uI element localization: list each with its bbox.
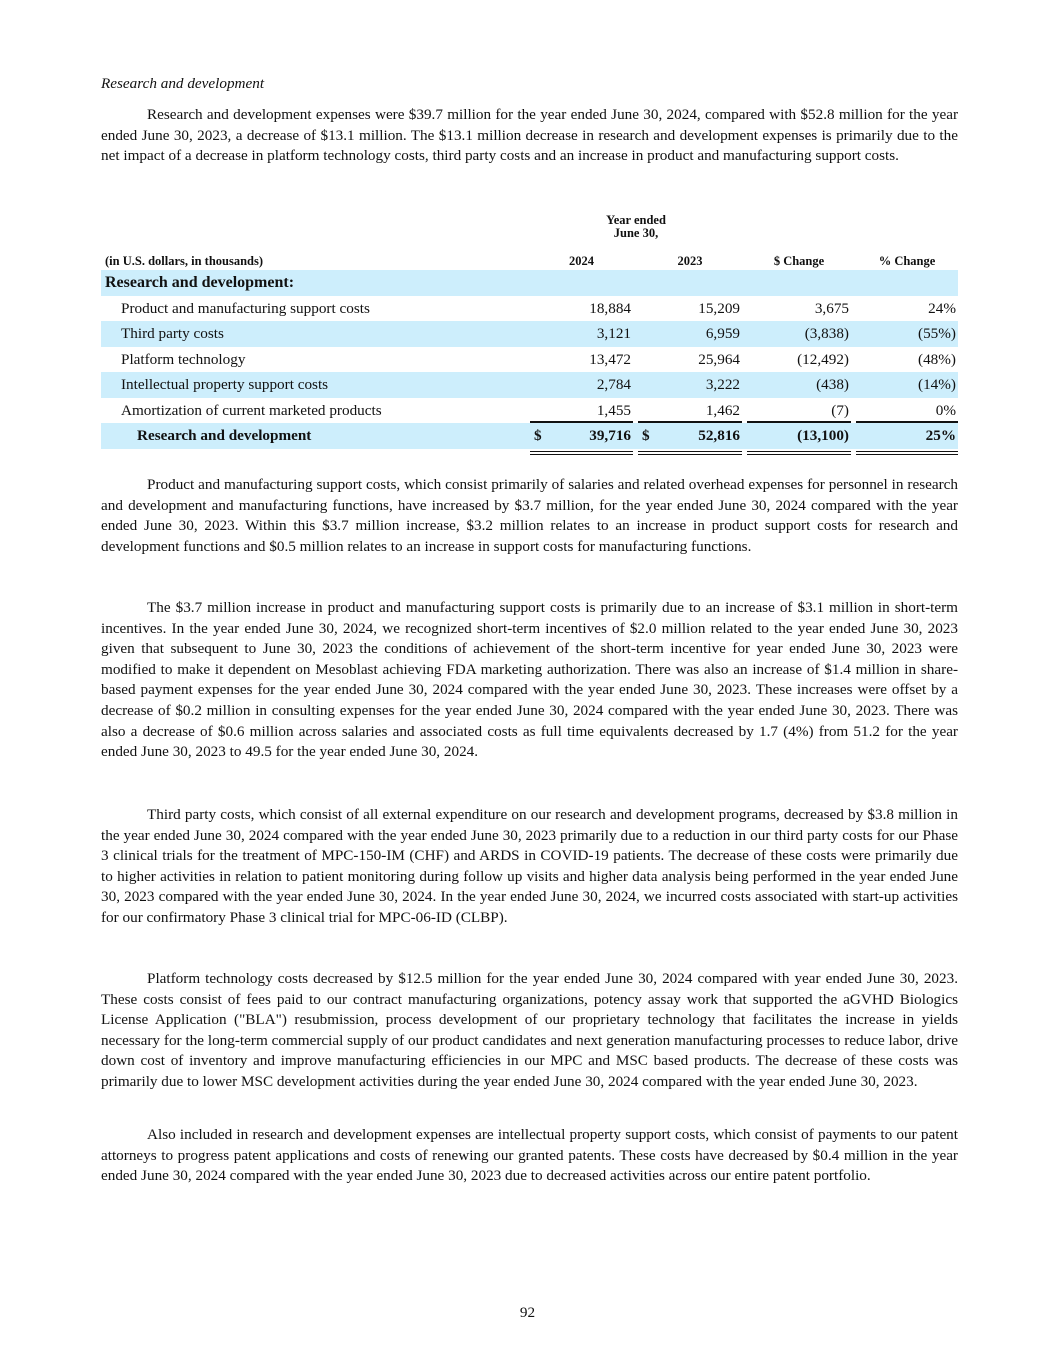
value-pct-change: (55%): [918, 325, 956, 342]
column-header-row: [101, 254, 958, 270]
value-dollar-change: (438): [816, 376, 849, 393]
value-2024: 18,884: [589, 299, 631, 317]
value-2024: 1,455: [596, 401, 631, 419]
table-row: [101, 372, 958, 398]
paragraph-intro: Research and development expenses were $39.7 million for the year ended June 30, 2024, compared with $52.8 million for the year ended June 30, 2023, a decrease of $13.1 million. The $13.1 million decrease in research and development expenses is primarily due to the net impact of a decrease in platform technology costs, third party costs and an increase in product and manufacturing support costs.: [101, 106, 958, 165]
table-row: [101, 296, 958, 322]
paragraph-third-party: Third party costs, which consist of all external expenditure on our research and development programs, decreased by $3.8 million in the year ended June 30, 2024 compared with the year ended June 30, 2023 primarily due to a reduction in our third party costs for our Phase 3 clinical trials for the treatment of MPC-150-IM (CHF) and ARDS in COVID-19 patients. The decrease of these costs were primarily due to higher activities in relation to patient monitoring during follow up visits and higher data analysis being performed in the year ended June 30, 2023 compared with the year ended June 30, 2024. In the year ended June 30, 2024, we incurred costs associated with start-up activities for our confirmatory Phase 3 clinical trial for MPC-06-ID (CLBP).: [101, 806, 958, 926]
table-row: [101, 347, 958, 373]
table-row: [101, 321, 958, 347]
total-2024: 39,716: [589, 427, 631, 444]
value-dollar-change: (3,838): [804, 325, 849, 342]
section-title: Research and development: [101, 75, 265, 92]
total-pct-change: 25%: [925, 427, 956, 444]
currency-symbol: $: [642, 427, 650, 444]
column-header-pct-change: % Change: [856, 254, 958, 272]
unit-label: (in U.S. dollars, in thousands): [105, 254, 264, 268]
value-2024: 2,784: [596, 376, 631, 393]
value-2023: 3,222: [705, 376, 740, 393]
paragraph-product-manufacturing: Product and manufacturing support costs, which consist primarily of salaries and related overhead expenses for personnel in research and development and manufacturing functions, have increased by $3.7 million, for the year ended June 30, 2024 compared with the year ended June 30, 2023. Within this $3.7 million increase, $3.2 million relates to an increase in product support costs for research and development functions and $0.5 million relates to an increase in support costs for manufacturing functions.: [101, 476, 958, 555]
currency-symbol: $: [534, 427, 542, 444]
value-dollar-change: (12,492): [797, 350, 849, 368]
period-header: [530, 214, 742, 240]
total-label: Research and development: [137, 427, 312, 444]
value-pct-change: 0%: [935, 401, 956, 419]
value-dollar-change: (7): [831, 401, 849, 419]
total-2023: 52,816: [698, 427, 740, 444]
value-2024: 13,472: [589, 350, 631, 368]
paragraph-intellectual-property: Also included in research and development expenses are intellectual property support costs, which consist of payments to our patent attorneys to progress patent applications and costs of renewing our granted patents. These costs have decreased by $0.4 million in the year ended June 30, 2024 compared with the year ended June 30, 2023 due to decreased activities across our entire patent portfolio.: [101, 1126, 958, 1185]
column-header-2024: 2024: [530, 254, 633, 272]
column-header-dollar-change: $ Change: [747, 254, 851, 272]
row-label: Platform technology: [121, 350, 246, 368]
section-label: Research and development:: [105, 274, 295, 291]
table-total-row: [101, 423, 958, 449]
period-header-line1: Year ended: [606, 213, 666, 227]
value-2023: 6,959: [705, 325, 740, 342]
value-pct-change: (14%): [918, 376, 956, 393]
table-section-header: [101, 270, 958, 296]
page-number: 92: [519, 1304, 536, 1321]
value-2023: 25,964: [698, 350, 740, 368]
value-dollar-change: 3,675: [814, 299, 849, 317]
column-header-2023: 2023: [638, 254, 742, 272]
table-row: [101, 398, 958, 424]
row-label: Product and manufacturing support costs: [121, 299, 370, 317]
value-pct-change: 24%: [928, 299, 956, 317]
row-label: Intellectual property support costs: [121, 376, 329, 393]
period-header-line2: June 30,: [613, 226, 659, 240]
value-2023: 15,209: [698, 299, 740, 317]
value-2023: 1,462: [705, 401, 740, 419]
value-pct-change: (48%): [918, 350, 956, 368]
row-label: Amortization of current marketed products: [121, 401, 382, 419]
paragraph-incentives: The $3.7 million increase in product and manufacturing support costs is primarily due to an increase of $3.1 million in short-term incentives. In the year ended June 30, 2024, we recognized short-term incentives of $2.0 million related to the year ended June 30, 2023 given that subsequent to June 30, 2023 the conditions of achievement of the short-term incentive for year ended June 30, 2023 were modified to make it dependent on Mesoblast achieving FDA marketing authorization. There was also an increase of $1.4 million in share-based payment expenses for the year ended June 30, 2024 compared with the year ended June 30, 2023. These increases were offset by a decrease of $0.2 million in consulting expenses for the year ended June 30, 2024 compared with the year ended June 30, 2023. There was also a decrease of $0.6 million across salaries and associated costs as full time equivalents decreased by 1.7 (4%) from 51.2 for the year ended June 30, 2023 to 49.5 for the year ended June 30, 2024.: [101, 599, 958, 761]
paragraph-platform-technology: Platform technology costs decreased by $12.5 million for the year ended June 30, 2024 compared with year ended June 30, 2023. These costs consist of fees paid to our contract manufacturing organizations, potency assay work that supported the aGVHD Biologics License Application ("BLA") resubmission, process development of our proprietary technology that facilitates the increase in yields necessary for the long-term commercial supply of our product candidates and next generation manufacturing processes to reduce labor, drive down cost of inventory and improve manufacturing efficiencies in our MPC and MSC based products. The decrease of these costs was primarily due to lower MSC development activities during the year ended June 30, 2024 compared with the year ended June 30, 2023.: [101, 970, 958, 1090]
row-label: Third party costs: [121, 325, 224, 342]
total-dollar-change: (13,100): [797, 427, 849, 444]
value-2024: 3,121: [596, 325, 631, 342]
